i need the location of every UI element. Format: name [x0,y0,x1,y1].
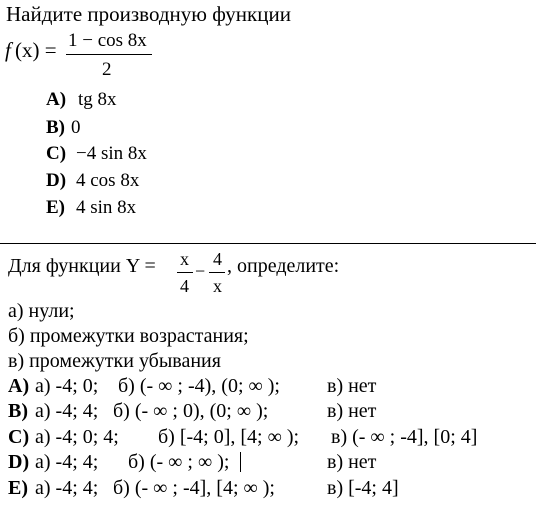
q1-option-text: tg 8x [78,89,117,110]
q2-task: б) промежутки возрастания; [8,325,249,347]
q1-option-letter: D) [46,170,67,191]
q2-answer-b: б) (- ∞ ; -4), (0; ∞ ); [118,375,280,397]
q2-answer-c: в) [-4; 4] [327,477,399,499]
q1-func-name: f [5,38,11,62]
q2-frac2-bar [209,272,225,273]
q2-prompt-end: , определите: [227,255,340,277]
q1-numerator: 1 − cos 8x [68,30,147,51]
section-divider [0,243,536,244]
q2-answer-letter: C) [8,426,30,448]
q2-answer-a: а) -4; 0; [35,375,99,397]
q2-answer-b: б) (- ∞ ; 0), (0; ∞ ); [113,400,269,422]
q2-frac1-bar [177,272,193,273]
q2-answer-letter: B) [8,400,28,422]
text-cursor [240,452,241,472]
q2-answer-c: в) нет [327,400,377,422]
q2-answer-letter: D) [8,451,30,473]
q2-task: а) нули; [8,300,75,322]
q2-frac1-numerator: x [180,249,189,269]
q1-denominator: 2 [102,59,112,80]
q2-task: в) промежутки убывания [8,350,221,372]
q2-answer-c: в) (- ∞ ; -4], [0; 4] [331,426,478,448]
q1-option-letter: A) [46,89,67,110]
q1-option-text: 4 sin 8x [76,197,137,218]
q2-answer-a: а) -4; 4; [35,477,99,499]
q1-prompt: Найдите производную функции [6,2,291,26]
q1-option-letter: C) [46,143,67,164]
q2-answer-c: в) нет [327,375,377,397]
q2-minus: − [195,261,206,281]
q2-answer-a: а) -4; 4; [35,400,99,422]
q1-option-text: −4 sin 8x [76,143,147,164]
q2-frac1-denominator: 4 [180,276,189,296]
q2-prompt-start: Для функции Y = [8,255,156,277]
q1-func-arg: (x) = [15,38,57,62]
q2-answer-a: а) -4; 0; 4; [35,426,119,448]
q2-answer-letter: E) [8,477,28,499]
q2-answer-a: а) -4; 4; [35,451,99,473]
q1-option-text: 4 cos 8x [76,170,140,191]
q1-option-letter: E) [46,197,65,218]
q1-option-text: 0 [71,117,81,138]
q2-answer-c: в) нет [327,451,377,473]
q2-frac2-denominator: x [213,276,222,296]
q2-answer-letter: A) [8,375,30,397]
q2-answer-b: б) (- ∞ ; ∞ ); [128,451,230,473]
q1-option-letter: B) [46,117,65,138]
q2-frac2-numerator: 4 [213,249,222,269]
q2-answer-b: б) (- ∞ ; -4], [4; ∞ ); [113,477,275,499]
q1-fraction-bar [66,54,152,55]
q2-answer-b: б) [-4; 0], [4; ∞ ); [158,426,300,448]
